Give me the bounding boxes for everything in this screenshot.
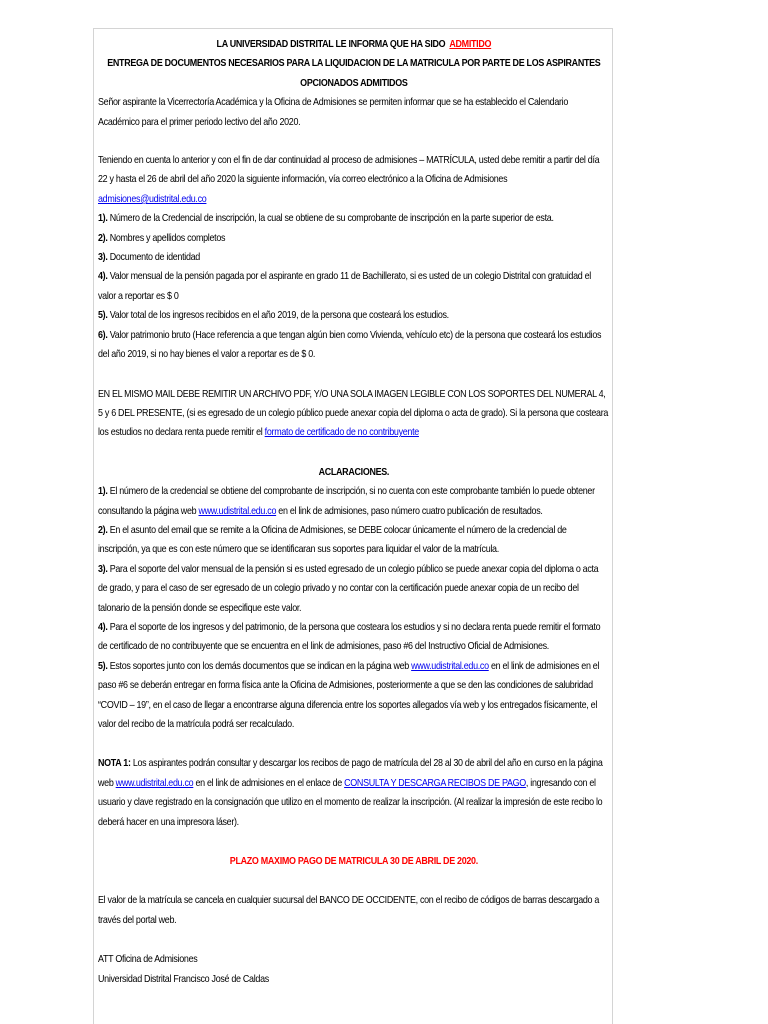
list-item: 4). Para el soporte de los ingresos y del patrimonio, de la persona que costeara los estudios y si no declara renta puede remitir el formato de certificado de no contribuyente que se encuentra en el link de admisiones, paso #6 del Instructivo Oficial de Admisiones. <box>98 621 601 653</box>
udistrital-link[interactable]: www.udistrital.edu.co <box>411 660 489 672</box>
payment-paragraph: El valor de la matrícula se cancela en cualquier sucursal del BANCO DE OCCIDENTE, con el recibo de códigos de barras descargado a través del portal web. <box>98 895 600 926</box>
admissions-email-link[interactable]: admisiones@udistrital.edu.co <box>98 193 207 205</box>
header-prefix: LA UNIVERSIDAD DISTRITAL LE INFORMA QUE HA SIDO <box>216 39 446 50</box>
header-line-1 <box>98 35 610 54</box>
list-item: 1). El número de la credencial se obtiene del comprobante de inscripción, si no cuenta con este comprobante también lo puede obtener consultando la página web www.udistrital.edu.co en el link de admisiones, paso número cuatro publicación de resultados. <box>98 486 595 517</box>
instructions-text: Teniendo en cuenta lo anterior y con el fin de dar continuidad al proceso de admisiones – MATRÍCULA, usted debe remitir a partir del día 22 y hasta el 26 de abril del año 2020 la siguiente información, vía correo electrónico a la Oficina de Admisiones <box>98 155 600 186</box>
payment-deadline: PLAZO MAXIMO PAGO DE MATRICULA 30 DE ABRIL DE 2020. <box>229 856 478 868</box>
non-contributor-format-link[interactable]: formato de certificado de no contribuyente <box>264 427 419 439</box>
download-receipts-link[interactable]: CONSULTA Y DESCARGA RECIBOS DE PAGO <box>344 777 526 789</box>
requirements-list <box>98 209 610 364</box>
list-item: 2). Nombres y apellidos completos <box>98 232 226 244</box>
admission-status: ADMITIDO <box>449 39 492 50</box>
intro-paragraph: Señor aspirante la Vicerrectoría Académica y la Oficina de Admisiones se permiten informar que se ha establecido el Calendario Académico para el primer periodo lectivo del año 2020. <box>98 97 569 128</box>
udistrital-link[interactable]: www.udistrital.edu.co <box>198 505 277 517</box>
header-line-2: ENTREGA DE DOCUMENTOS NECESARIOS PARA LA LIQUIDACION DE LA MATRICULA POR PARTE DE LOS ASPIRANTES OPCIONADOS ADMITIDOS <box>107 58 601 89</box>
signature-line-1: ATT Oficina de Admisiones <box>98 954 198 966</box>
mail-note: EN EL MISMO MAIL DEBE REMITIR UN ARCHIVO PDF, Y/O UNA SOLA IMAGEN LEGIBLE CON LOS SOPORTES DEL NUMERAL 4, 5 y 6 DEL PRESENTE, (si es egresado de un colegio público puede anexar copia del diploma o acta de grado). Si la persona que costeara los estudios no declara renta puede remitir el formato de certificado de no contribuyente <box>98 388 609 439</box>
instructions-paragraph <box>98 151 610 209</box>
list-item: 4). Valor mensual de la pensión pagada por el aspirante en grado 11 de Bachillerato, si es usted de un colegio Distrital con gratuidad el valor a reportar es $ 0 <box>98 271 591 302</box>
list-item: 6). Valor patrimonio bruto (Hace referencia a que tengan algún bien como Vivienda, vehículo etc) de la persona que costeará los estudios del año 2019, si no hay bienes el valor a reportar es de $ 0. <box>98 329 602 361</box>
clarifications-list <box>98 482 610 734</box>
list-item: 3). Documento de identidad <box>98 252 200 264</box>
list-item: 1). Número de la Credencial de inscripción, la cual se obtiene de su comprobante de inscripción en la parte superior de esta. <box>98 213 554 225</box>
note-paragraph: NOTA 1: Los aspirantes podrán consultar y descargar los recibos de pago de matrícula del 28 al 30 de abril del año en curso en la página web www.udistrital.edu.co en el link de admisiones en el enlace de CONSULTA Y DESCARGA RECIBOS DE PAGO, ingresando con el usuario y clave registrado en la consignación que utilizo en el momento de realizar la inscripción. (Al realizar la impresión de este recibo lo deberá hacer en una impresora láser). <box>98 758 603 828</box>
document-content <box>98 35 610 989</box>
signature-line-2: Universidad Distrital Francisco José de Caldas <box>98 973 269 985</box>
list-item: 3). Para el soporte del valor mensual de la pensión si es usted egresado de un colegio público se puede anexar copia del diploma o acta de grado, y para el caso de ser egresado de un colegio privado y no contar con la certificación puede anexar copia de un recibo del talonario de la pensión donde se especifique este valor. <box>98 563 599 614</box>
udistrital-link[interactable]: www.udistrital.edu.co <box>115 777 194 789</box>
list-item: 2). En el asunto del email que se remite a la Oficina de Admisiones, se DEBE colocar únicamente el número de la credencial de inscripción, ya que es con este número que se identificaran sus soportes para liquidar el valor de la matrícula. <box>98 524 567 556</box>
clarifications-title: ACLARACIONES. <box>318 466 390 478</box>
note-label: NOTA 1: <box>98 758 131 770</box>
list-item: 5). Valor total de los ingresos recibidos en el año 2019, de la persona que costeará los estudios. <box>98 310 449 322</box>
list-item: 5). Estos soportes junto con los demás documentos que se indican en la página web www.udistrital.edu.co en el link de admisiones en el paso #6 se deberán entregar en forma física ante la Oficina de Admisiones, posteriormente a que se den las condiciones de salubridad “COVID – 19”, en el caso de llegar a encontrarse alguna diferencia entre los soportes allegados vía web y los entregados físicamente, el valor del recibo de la matrícula podrá ser recalculado. <box>98 660 600 730</box>
